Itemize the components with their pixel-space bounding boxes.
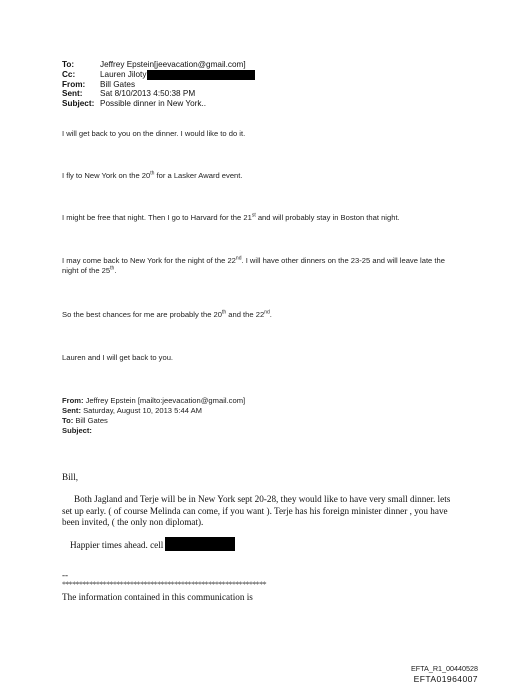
signature-dash: -- xyxy=(62,570,69,580)
header-from-row xyxy=(62,80,255,90)
to-value: Jeffrey Epstein[jeevacation@gmail.com] xyxy=(100,60,246,69)
header-to-row xyxy=(62,60,255,70)
from-value: Bill Gates xyxy=(100,79,136,89)
closing-line: Happier times ahead. cell xyxy=(70,537,235,552)
original-message: Both Jagland and Terje will be in New York sept 20-28, they would like to have very small dinner. lets set up early. ( of course Melinda can come, if you want ). Terje has his foreign minister dinner , you have been invited, ( the only non diplomat). xyxy=(62,494,451,527)
body-paragraph-4: I may come back to New York for the night of the 22nd. I will have other dinners on the 23-25 and will leave late the night of the 25th. xyxy=(62,255,445,275)
cc-value xyxy=(100,70,255,80)
fwd-to-row: To: Bill Gates xyxy=(62,416,108,425)
bates-number: EFTA01964007 xyxy=(413,674,478,684)
forwarded-header xyxy=(62,396,245,436)
body-paragraph-1: I will get back to you on the dinner. I would like to do it. xyxy=(62,129,246,138)
subject-label: Subject: xyxy=(62,98,95,108)
fwd-subject-row: Subject: xyxy=(62,426,92,435)
redaction-bar xyxy=(147,70,255,80)
sent-label: Sent: xyxy=(62,89,83,99)
body-paragraph-5: So the best chances for me are probably the 20th and the 22nd. xyxy=(62,309,272,319)
sent-value: Sat 8/10/2013 4:50:38 PM xyxy=(100,89,196,99)
greeting: Bill, xyxy=(62,472,79,482)
email-header xyxy=(62,60,255,108)
cc-name: Lauren Jiloty xyxy=(100,69,147,79)
subject-value: Possible dinner in New York.. xyxy=(100,98,207,108)
separator-stars: ************************************************************ xyxy=(62,580,267,589)
header-sent-row xyxy=(62,89,255,99)
from-label: From: xyxy=(62,79,86,89)
body-paragraph-6: Lauren and I will get back to you. xyxy=(62,353,174,362)
redaction-bar xyxy=(165,537,235,551)
header-cc-row xyxy=(62,70,255,80)
cc-label: Cc: xyxy=(62,69,76,79)
disclaimer: The information contained in this communication is xyxy=(62,592,253,602)
to-label: To: xyxy=(62,60,75,69)
fwd-sent-row: Sent: Saturday, August 10, 2013 5:44 AM xyxy=(62,406,203,415)
header-subject-row xyxy=(62,99,255,109)
bates-number-small: EFTA_R1_00440528 xyxy=(411,664,478,673)
fwd-from-row: From: Jeffrey Epstein [mailto:jeevacation@gmail.com] xyxy=(62,396,246,405)
body-paragraph-3: I might be free that night. Then I go to Harvard for the 21st and will probably stay in Boston that night. xyxy=(62,212,400,222)
body-paragraph-2: I fly to New York on the 20th for a Lasker Award event. xyxy=(62,170,243,180)
